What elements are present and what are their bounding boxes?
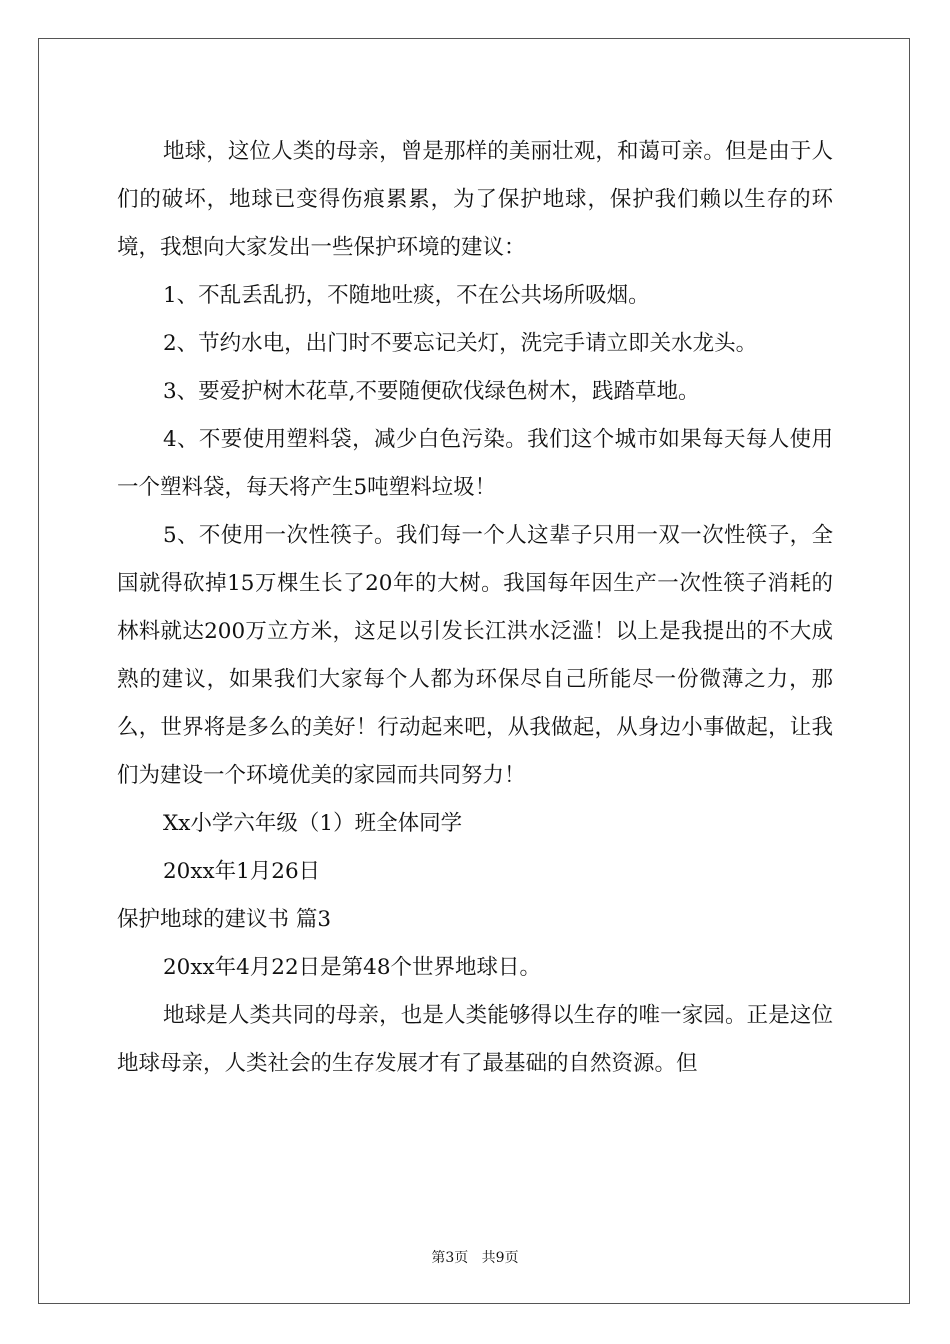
paragraph-suggestion-1: 1、不乱丢乱扔，不随地吐痰，不在公共场所吸烟。 (163, 283, 650, 308)
document-body (117, 128, 833, 1088)
page-footer (0, 1247, 950, 1267)
paragraph-intro: 地球，这位人类的母亲，曾是那样的美丽壮观，和蔼可亲。但是由于人们的破坏，地球已变得伤痕累累，为了保护地球，保护我们赖以生存的环境，我想向大家发出一些保护环境的建议： (117, 139, 833, 260)
section-title: 保护地球的建议书 篇3 (117, 907, 332, 932)
paragraph-suggestion-5: 5、不使用一次性筷子。我们每一个人这辈子只用一双一次性筷子，全国就得砍掉15万棵生长了20年的大树。我国每年因生产一次性筷子消耗的林料就达200万立方米，这足以引发长江洪水泛滥！以上是我提出的不大成熟的建议，如果我们大家每个人都为环保尽自己所能尽一份微薄之力，那么，世界将是多么的美好！行动起来吧，从我做起，从身边小事做起，让我们为建设一个环境优美的家园而共同努力！ (117, 523, 833, 788)
signature-line: Xx小学六年级（1）班全体同学 (163, 811, 463, 836)
paragraph-suggestion-4: 4、不要使用塑料袋，减少白色污染。我们这个城市如果每天每人使用一个塑料袋，每天将产生5吨塑料垃圾！ (117, 427, 833, 500)
page-total: 共9页 (481, 1250, 519, 1266)
paragraph-suggestion-3: 3、要爱护树木花草,不要随便砍伐绿色树木，践踏草地。 (163, 379, 700, 404)
paragraph-earth-mother: 地球是人类共同的母亲，也是人类能够得以生存的唯一家园。正是这位地球母亲，人类社会的生存发展才有了最基础的自然资源。但 (117, 1003, 833, 1076)
paragraph-suggestion-2: 2、节约水电，出门时不要忘记关灯，洗完手请立即关水龙头。 (163, 331, 758, 356)
page-number: 第3页 (431, 1250, 469, 1266)
date-line: 20xx年1月26日 (163, 859, 321, 884)
paragraph-earth-day: 20xx年4月22日是第48个世界地球日。 (163, 955, 542, 980)
